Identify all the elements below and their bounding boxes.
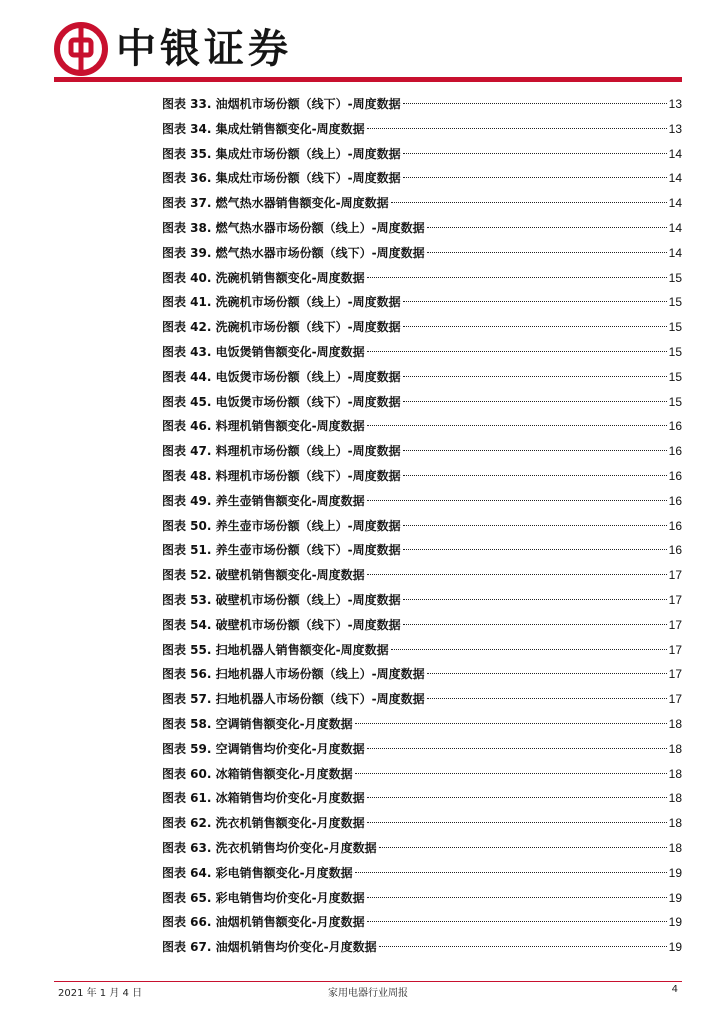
toc-entry-label: 图表 63. 洗衣机销售均价变化-月度数据 [162,840,377,855]
toc-entry-page: 16 [668,493,682,508]
toc-dot-leader [367,351,667,352]
toc-entry-page: 14 [668,245,682,260]
toc-entry-page: 17 [668,642,682,657]
toc-entry-page: 18 [668,816,682,831]
page-header [54,22,682,80]
toc-entry-label: 图表 38. 燃气热水器市场份额（线上）-周度数据 [162,220,425,235]
toc-entry[interactable] [162,762,682,787]
toc-entry-page: 16 [668,543,682,558]
toc-entry[interactable] [162,241,682,266]
toc-entry-page: 15 [668,320,682,335]
toc-entry-label: 图表 67. 油烟机销售均价变化-月度数据 [162,940,377,955]
toc-entry-page: 16 [668,468,682,483]
toc-entry-page: 15 [668,369,682,384]
toc-dot-leader [367,822,667,823]
toc-entry-label: 图表 41. 洗碗机市场份额（线上）-周度数据 [162,295,401,310]
toc-entry-page: 15 [668,270,682,285]
toc-entry-page: 18 [668,766,682,781]
toc-entry-label: 图表 42. 洗碗机市场份额（线下）-周度数据 [162,320,401,335]
toc-entry-label: 图表 51. 养生壶市场份额（线下）-周度数据 [162,543,401,558]
toc-entry-label: 图表 57. 扫地机器人市场份额（线下）-周度数据 [162,692,425,707]
toc-entry-label: 图表 53. 破壁机市场份额（线上）-周度数据 [162,592,401,607]
toc-entry-label: 图表 52. 破壁机销售额变化-周度数据 [162,568,365,583]
toc-dot-leader [403,599,667,600]
toc-entry-page: 16 [668,444,682,459]
brand-name: 中银证券 [116,25,292,72]
toc-dot-leader [367,748,667,749]
toc-entry-page: 15 [668,344,682,359]
toc-entry-label: 图表 54. 破壁机市场份额（线下）-周度数据 [162,617,401,632]
toc-entry[interactable] [162,191,682,216]
toc-dot-leader [391,202,667,203]
toc-entry[interactable] [162,216,682,241]
toc-entry[interactable] [162,712,682,737]
toc-entry[interactable] [162,315,682,340]
toc-entry[interactable] [162,464,682,489]
toc-entry-page: 15 [668,394,682,409]
toc-entry[interactable] [162,414,682,439]
toc-entry[interactable] [162,489,682,514]
toc-entry-page: 17 [668,617,682,632]
toc-entry[interactable] [162,861,682,886]
toc-dot-leader [427,252,667,253]
toc-entry-label: 图表 46. 料理机销售额变化-周度数据 [162,419,365,434]
toc-dot-leader [367,574,667,575]
toc-entry-page: 13 [668,121,682,136]
toc-entry[interactable] [162,786,682,811]
toc-entry-label: 图表 50. 养生壶市场份额（线上）-周度数据 [162,518,401,533]
toc-entry[interactable] [162,811,682,836]
toc-entry-label: 图表 62. 洗衣机销售额变化-月度数据 [162,816,365,831]
toc-entry-page: 19 [668,865,682,880]
toc-entry[interactable] [162,439,682,464]
toc-entry[interactable] [162,514,682,539]
toc-entry[interactable] [162,117,682,142]
toc-dot-leader [403,549,667,550]
toc-dot-leader [355,872,667,873]
toc-entry[interactable] [162,662,682,687]
toc-dot-leader [367,921,667,922]
toc-entry-page: 14 [668,196,682,211]
toc-dot-leader [379,946,667,947]
toc-dot-leader [403,475,667,476]
toc-entry[interactable] [162,737,682,762]
toc-dot-leader [355,723,667,724]
toc-entry-page: 18 [668,716,682,731]
toc-dot-leader [367,500,667,501]
toc-entry-page: 16 [668,419,682,434]
toc-entry[interactable] [162,290,682,315]
toc-entry-label: 图表 35. 集成灶市场份额（线上）-周度数据 [162,146,401,161]
toc-entry-page: 17 [668,667,682,682]
toc-entry-label: 图表 48. 料理机市场份额（线下）-周度数据 [162,468,401,483]
toc-entry-page: 19 [668,940,682,955]
toc-dot-leader [367,797,667,798]
toc-entry-label: 图表 65. 彩电销售均价变化-月度数据 [162,890,365,905]
toc-dot-leader [403,450,667,451]
toc-entry-label: 图表 34. 集成灶销售额变化-周度数据 [162,121,365,136]
toc-entry-label: 图表 61. 冰箱销售均价变化-月度数据 [162,791,365,806]
toc-dot-leader [403,177,667,178]
header-rule [54,77,682,82]
toc-entry-label: 图表 40. 洗碗机销售额变化-周度数据 [162,270,365,285]
toc-entry[interactable] [162,935,682,960]
toc-entry-label: 图表 56. 扫地机器人市场份额（线上）-周度数据 [162,667,425,682]
toc-entry-label: 图表 49. 养生壶销售额变化-周度数据 [162,493,365,508]
toc-dot-leader [427,698,667,699]
toc-entry[interactable] [162,266,682,291]
toc-dot-leader [355,773,667,774]
toc-entry-page: 18 [668,791,682,806]
toc-dot-leader [403,153,667,154]
toc-entry[interactable] [162,166,682,191]
toc-entry-page: 14 [668,146,682,161]
toc-entry-page: 19 [668,890,682,905]
toc-entry[interactable] [162,92,682,117]
toc-entry-page: 15 [668,295,682,310]
toc-entry[interactable] [162,340,682,365]
toc-entry-page: 18 [668,840,682,855]
toc-entry[interactable] [162,588,682,613]
toc-entry[interactable] [162,638,682,663]
bank-of-china-logo-icon [54,22,108,76]
toc-dot-leader [391,649,667,650]
toc-dot-leader [403,525,667,526]
toc-dot-leader [403,301,667,302]
toc-entry-label: 图表 43. 电饭煲销售额变化-周度数据 [162,344,365,359]
toc-entry[interactable] [162,836,682,861]
toc-entry[interactable] [162,390,682,415]
toc-dot-leader [403,624,667,625]
toc-entry-label: 图表 58. 空调销售额变化-月度数据 [162,716,353,731]
toc-entry-label: 图表 59. 空调销售均价变化-月度数据 [162,741,365,756]
toc-dot-leader [379,847,667,848]
toc-entry-page: 16 [668,518,682,533]
page-number: 4 [671,984,678,995]
toc-dot-leader [403,401,667,402]
toc-entry[interactable] [162,687,682,712]
toc-entry-label: 图表 44. 电饭煲市场份额（线上）-周度数据 [162,369,401,384]
toc-entry-label: 图表 66. 油烟机销售额变化-月度数据 [162,915,365,930]
toc-entry-label: 图表 39. 燃气热水器市场份额（线下）-周度数据 [162,245,425,260]
toc-dot-leader [427,673,667,674]
toc-entry-label: 图表 64. 彩电销售额变化-月度数据 [162,865,353,880]
toc-entry[interactable] [162,563,682,588]
toc-entry-page: 18 [668,741,682,756]
toc-entry[interactable] [162,886,682,911]
footer-rule [54,981,682,982]
toc-entry-label: 图表 45. 电饭煲市场份额（线下）-周度数据 [162,394,401,409]
toc-entry-page: 17 [668,592,682,607]
toc-dot-leader [367,128,667,129]
figure-index-list [162,92,682,960]
toc-entry[interactable] [162,613,682,638]
toc-dot-leader [367,897,667,898]
toc-entry-label: 图表 33. 油烟机市场份额（线下）-周度数据 [162,97,401,111]
toc-entry-page: 14 [668,171,682,186]
toc-dot-leader [367,277,667,278]
toc-entry[interactable] [162,142,682,167]
toc-entry[interactable] [162,538,682,563]
toc-entry-label: 图表 47. 料理机市场份额（线上）-周度数据 [162,444,401,459]
report-date: 2021 年 1 月 4 日 [58,988,143,999]
toc-entry-page: 14 [668,220,682,235]
toc-dot-leader [427,227,667,228]
toc-dot-leader [367,425,667,426]
toc-entry-label: 图表 36. 集成灶市场份额（线下）-周度数据 [162,171,401,186]
toc-dot-leader [403,103,667,104]
toc-entry[interactable] [162,365,682,390]
toc-entry-page: 19 [668,915,682,930]
toc-dot-leader [403,376,667,377]
toc-entry-label: 图表 60. 冰箱销售额变化-月度数据 [162,766,353,781]
page-footer [54,984,682,1000]
toc-entry-page: 13 [668,97,682,111]
toc-entry-label: 图表 55. 扫地机器人销售额变化-周度数据 [162,642,389,657]
toc-entry[interactable] [162,910,682,935]
toc-dot-leader [403,326,667,327]
report-title: 家用电器行业周报 [328,988,408,999]
toc-entry-page: 17 [668,568,682,583]
toc-entry-page: 17 [668,692,682,707]
toc-entry-label: 图表 37. 燃气热水器销售额变化-周度数据 [162,196,389,211]
